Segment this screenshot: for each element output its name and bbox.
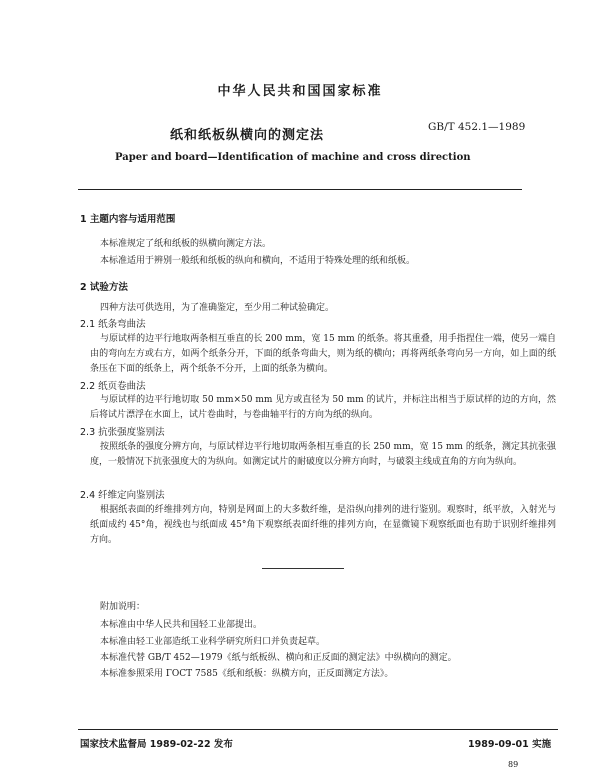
standard-title: 纸和纸板纵横向的测定法 — [170, 128, 325, 143]
section-2-2-heading: 2.2 纸页卷曲法 — [80, 381, 146, 392]
section-2-heading: 2 试验方法 — [80, 282, 128, 293]
page-number: 89 — [508, 760, 519, 769]
section-2-intro: 四种方法可供选用，为了准确鉴定，至少用二种试验确定。 — [100, 303, 335, 313]
section-2-3-body: 按照纸条的强度分辨方向，与原试样边平行地切取两条相互垂直的长 250 mm，宽 15 mm 的纸条，测定其抗张强度，一般情况下抗张强度大的为纵向。如测定试片的耐破度以分辨方向时，与破裂主线成直角的方向为纵向。 — [90, 442, 556, 467]
footer-divider — [78, 729, 558, 730]
section-2-1-heading: 2.1 纸条弯曲法 — [80, 319, 146, 330]
notes-heading: 附加说明： — [100, 602, 146, 612]
issuer-date: 国家技术监督局 1989-02-22 发布 — [80, 739, 233, 750]
standard-code: GB/T 452.1—1989 — [428, 121, 526, 133]
section-2-4-body: 根据纸表面的纤维排列方向，特别是网面上的大多数纤维，是沿纵向排列的进行鉴别。观察时，纸平放，入射光与纸面成约 45°角，视线也与纸面成 45°角下观察纸表面纤维的排列方向，在显微镜下观察纸面也有助于识别纤维排列方向。 — [90, 505, 556, 545]
note-3: 本标准代替 GB/T 452—1979《纸与纸板纵、横向和正反面的测定法》中纵横向的测定。 — [100, 653, 457, 663]
section-2-3-heading: 2.3 抗张强度鉴别法 — [80, 427, 165, 438]
section-2-1-body: 与原试样的边平行地取两条相互垂直的长 200 mm，宽 15 mm 的纸条。将其重叠，用手指捏住一端，使另一端自由的弯向左方或右方，如两个纸条分开，下面的纸条弯曲大，则为纸的横向；再将两纸条弯向另一方向，如上面的纸条压在下面的纸条上，两个纸条不分开，上面的纸条为横向。 — [90, 334, 556, 374]
national-standard-heading: 中华人民共和国国家标准 — [217, 84, 383, 99]
note-2: 本标准由轻工业部造纸工业科学研究所归口并负责起草。 — [100, 637, 326, 647]
english-title: Paper and board—Identification of machine and cross direction — [115, 152, 471, 163]
header-divider — [78, 189, 522, 190]
section-1-line-2: 本标准适用于辨别一般纸和纸板的纵向和横向，不适用于特殊处理的纸和纸板。 — [100, 256, 416, 266]
note-1: 本标准由中华人民共和国轻工业部提出。 — [100, 620, 263, 630]
section-2-4-heading: 2.4 纤维定向鉴别法 — [80, 490, 165, 501]
section-1-heading: 1 主题内容与适用范围 — [80, 214, 176, 225]
section-1-line-1: 本标准规定了纸和纸板的纵横向测定方法。 — [100, 239, 272, 249]
effective-date: 1989-09-01 实施 — [468, 739, 552, 750]
section-2-2-body: 与原试样的边平行地切取 50 mm×50 mm 见方或直径为 50 mm 的试片，并标注出相当于原试样的边的方向，然后将试片漂浮在水面上，试片卷曲时，与卷曲轴平行的方向为纸的纵向。 — [90, 395, 556, 420]
note-4: 本标准参照采用 ГОСТ 7585《纸和纸板：纵横方向，正反面测定方法》。 — [100, 669, 394, 679]
notes-divider — [262, 568, 344, 569]
